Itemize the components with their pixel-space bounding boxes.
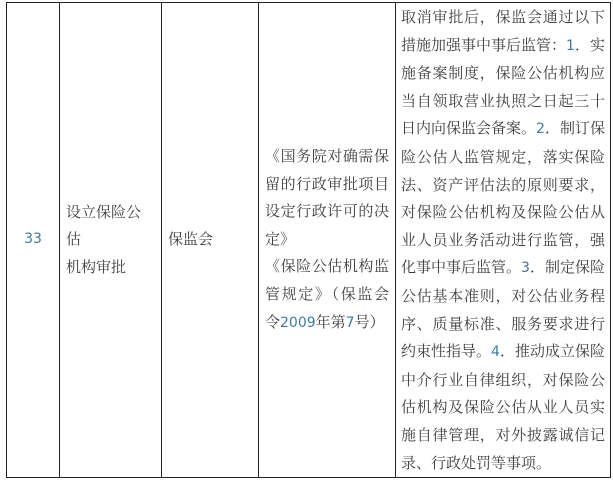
numeral-text: 2009 xyxy=(280,314,316,331)
legal-basis-document-2 xyxy=(265,253,389,337)
item-name-line-2: 机构审批 xyxy=(66,257,127,276)
row-number-cell xyxy=(7,3,60,478)
body-text: ．制定保险公估基本准则，对公估业务程序、质量标准、服务要求进行约束性指导。 xyxy=(401,258,605,361)
legal-basis-cell xyxy=(259,3,396,478)
body-text: ．实施备案制度，保险公估机构应当自领取营业执照之日起三十日内向保监会备案。 xyxy=(401,35,605,138)
numeral-text: 4 xyxy=(491,344,500,361)
approval-items-table xyxy=(6,2,611,478)
numeral-text: 3 xyxy=(521,260,530,277)
body-text: 号） xyxy=(354,312,385,331)
body-text: 年第 xyxy=(315,312,346,331)
body-text: ．推动成立保险中介行业自律组织，对保险公估机构及保险公估从业人员实施自律管理，对外披露诚信记录、行政处罚等事项。 xyxy=(401,342,605,472)
authority-label: 保监会 xyxy=(168,230,214,249)
body-text: ．制订保险公估人监管规定，落实保险法、资产评估法的原则要求，对保险公估机构及保险公估从业人员业务活动进行监管，强化事中事后监管。 xyxy=(401,119,605,277)
row-number: 33 xyxy=(24,231,42,248)
numeral-text: 7 xyxy=(345,314,355,331)
item-name-cell xyxy=(60,3,162,478)
body-text: 取消审批后，保监会通过以下措施加强事中事后监管： xyxy=(401,8,605,54)
authority-cell xyxy=(162,3,259,478)
supervision-measures-cell xyxy=(396,3,611,478)
numeral-text: 2 xyxy=(536,121,545,138)
body-text: 《国务院对确需保留的行政审批项目设定行政许可的决定》 xyxy=(265,146,389,248)
item-name-line-1: 设立保险公估 xyxy=(66,202,142,249)
table-row-item-33 xyxy=(7,3,611,478)
legal-basis-document-1 xyxy=(265,143,389,253)
numeral-text: 1 xyxy=(566,37,575,54)
body-text: 《保险公估机构监管规定》（保监会令 xyxy=(265,257,389,331)
supervision-measures-text xyxy=(401,4,605,477)
